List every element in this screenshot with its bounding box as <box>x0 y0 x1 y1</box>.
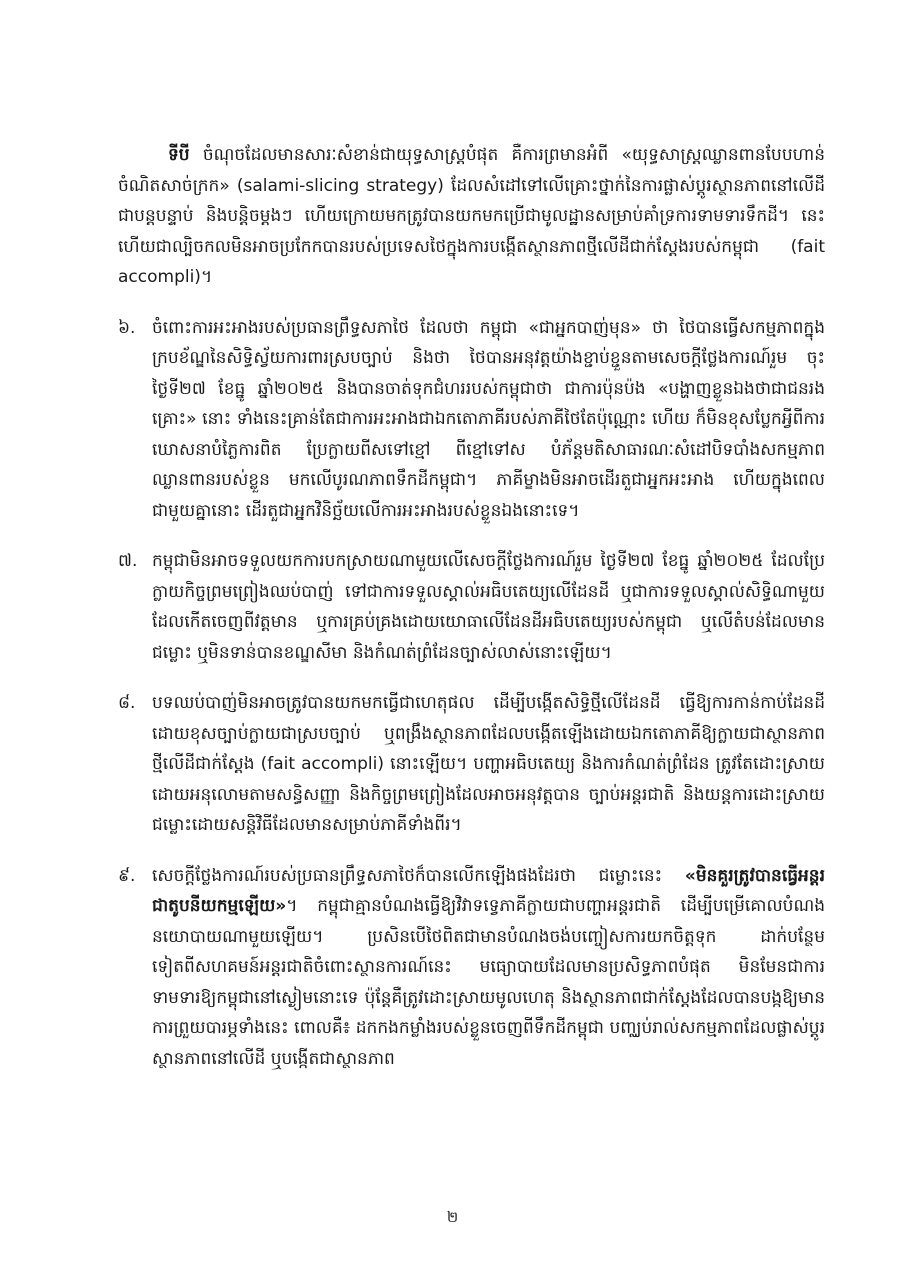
item-number: ៦. <box>118 317 136 338</box>
item-text-after: ។ កម្ពុជាគ្មានបំណងធ្វើឱ្យវិវាទទ្វេភាគីក្លាយជាបញ្ហាអន្តរជាតិ ដើម្បីបម្រើគោលបំណងនយោបាយណាមួយឡើយ។ ប្រសិនបើថៃពិតជាមានបំណងចង់បញ្ចៀសការយកចិត្តទុក ដាក់បន្ថែមទៀតពីសហគមន៍អន្តរជាតិចំពោះស្ថានការណ៍នេះ មធ្យោបាយដែលមានប្រសិទ្ធភាពបំផុត មិនមែនជាការទាមទារឱ្យកម្ពុជានៅស្ងៀមនោះទេ ប៉ុន្តែគឺត្រូវដោះស្រាយមូលហេតុ និងស្ថានភាពជាក់ស្តែងដែលបានបង្កឱ្យមានការព្រួយបារម្ភទាំងនេះ ពោលគឺ៖ ដកកងកម្លាំងរបស់ខ្លួនចេញពីទឹកដីកម្ពុជា បញ្ឈប់រាល់សកម្មភាពដែលផ្លាស់ប្តូរស្ថានភាពនៅលើដី ឬបង្កើតជាស្ថានភាព <box>152 896 825 1069</box>
item-text: ចំពោះការអះអាងរបស់ប្រធានព្រឹទ្ធសភាថៃ ដែលថា កម្ពុជា «ជាអ្នកបាញ់មុន» ថា ថៃបានធ្វើសកម្មភាពក្នុងក្របខ័ណ្ឌនៃសិទ្ធិស្វ័យការពារស្របច្បាប់ និងថា ថៃបានអនុវត្តយ៉ាងខ្ជាប់ខ្ជួនតាមសេចក្តីថ្លែងការណ៍រួម ចុះថ្ងៃទី២៧ ខែធ្នូ ឆ្នាំ២០២៥ និងបានចាត់ទុកជំហររបស់កម្ពុជាថា ជាការប៉ុនប៉ង «បង្ហាញខ្លួនឯងថាជាជនរងគ្រោះ» នោះ ទាំងនេះគ្រាន់តែជាការអះអាងជាឯកតោភាគីរបស់ភាគីថៃតែប៉ុណ្ណោះ ហើយ ក៏មិនខុសប្លែកអ្វីពីការឃោសនាបំភ្លៃការពិត ប្រែក្លាយពីសទៅខ្មៅ ពីខ្មៅទៅស បំភ័ន្តមតិសាធារណៈសំដៅបិទបាំងសកម្មភាពឈ្លានពានរបស់ខ្លួន មកលើបូរណភាពទឹកដីកម្ពុជា។ ភាគីម្ខាងមិនអាចដើរតួជាអ្នកអះអាង ហើយក្នុងពេលជាមួយគ្នានោះ ដើរតួជាអ្នកវិនិច្ឆ័យលើការអះអាងរបស់ខ្លួនឯងនោះទេ។ <box>152 317 825 521</box>
item-number: ៨. <box>118 693 136 713</box>
item-text: កម្ពុជាមិនអាចទទួលយកការបកស្រាយណាមួយលើសេចក្តីថ្លែងការណ៍រួម ថ្ងៃទី២៧ ខែធ្នូ ឆ្នាំ២០២៥ ដែលប្រែក្លាយកិច្ចព្រមព្រៀងឈប់បាញ់ ទៅជាការទទួលស្គាល់អធិបតេយ្យលើដែនដី ឬជាការទទួលស្គាល់សិទ្ធិណាមួយដែលកើតចេញពីវត្តមាន ឬការគ្រប់គ្រងដោយយោធាលើដែនដីអធិបតេយ្យរបស់កម្ពុជា ឬលើតំបន់ដែលមានជម្លោះ ឬមិនទាន់បានខណ្ឌសីមា និងកំណត់ព្រំដែនច្បាស់លាស់នោះឡើយ។ <box>152 551 825 663</box>
item-number: ៧. <box>118 551 138 571</box>
list-item-6 <box>118 313 825 527</box>
page-number: ២ <box>446 1208 459 1226</box>
intro-lead: ទីបី <box>168 145 190 165</box>
item-text-before: សេចក្តីថ្លែងការណ៍របស់ប្រធានព្រឹទ្ធសភាថៃក៏បានលើកឡើងផងដែរថា ជម្លោះនេះ <box>152 865 685 886</box>
list-item-7 <box>118 546 825 668</box>
item-text: បទឈប់បាញ់មិនអាចត្រូវបានយកមកធ្វើជាហេតុផល ដើម្បីបង្កើតសិទ្ធិថ្មីលើដែនដី ធ្វើឱ្យការកាន់កាប់ដែនដីដោយខុសច្បាប់ក្លាយជាស្របច្បាប់ ឬពង្រឹងស្ថានភាពដែលបង្កើតឡើងដោយឯកតោភាគីឱ្យក្លាយជាស្ថានភាពថ្មីលើដីជាក់ស្តែង (fait accompli) នោះឡើយ។ បញ្ហាអធិបតេយ្យ និងការកំណត់ព្រំដែន ត្រូវតែដោះស្រាយដោយអនុលោមតាមសន្ធិសញ្ញា និងកិច្ចព្រមព្រៀងដែលអាចអនុវត្តបាន ច្បាប់អន្តរជាតិ និងយន្តការដោះស្រាយជម្លោះដោយសន្តិវិធីដែលមានសម្រាប់ភាគីទាំងពីរ។ <box>152 693 825 835</box>
list-item-9 <box>118 861 825 1075</box>
intro-text: ចំណុចដែលមានសារៈសំខាន់ជាយុទ្ធសាស្ត្របំផុត គឺការព្រមានអំពី «យុទ្ធសាស្ត្រឈ្លានពានបែបហាន់ចំណិតសាច់ក្រក» (salami-slicing strategy) ដែលសំដៅទៅលើគ្រោះថ្នាក់នៃការផ្លាស់ប្តូរស្ថានភាពនៅលើដីជាបន្តបន្ទាប់ និងបន្តិចម្តងៗ ហើយក្រោយមកត្រូវបានយកមកប្រើជាមូលដ្ឋានសម្រាប់គាំទ្រការទាមទារទឹកដី។ នេះហើយជាល្បិចកលមិនអាចប្រកែកបានរបស់ប្រទេសថៃក្នុងការបង្កើតស្ថានភាពថ្មីលើដីជាក់ស្តែងរបស់កម្ពុជា (fait accompli)។ <box>118 145 825 287</box>
item-text-bold: «មិនគួរត្រូវបានធ្វើអន្តរជាតូបនីយកម្មឡើយ» <box>152 865 825 916</box>
list-item-8 <box>118 688 825 841</box>
intro-paragraph <box>118 140 825 293</box>
item-number: ៩. <box>118 865 136 886</box>
